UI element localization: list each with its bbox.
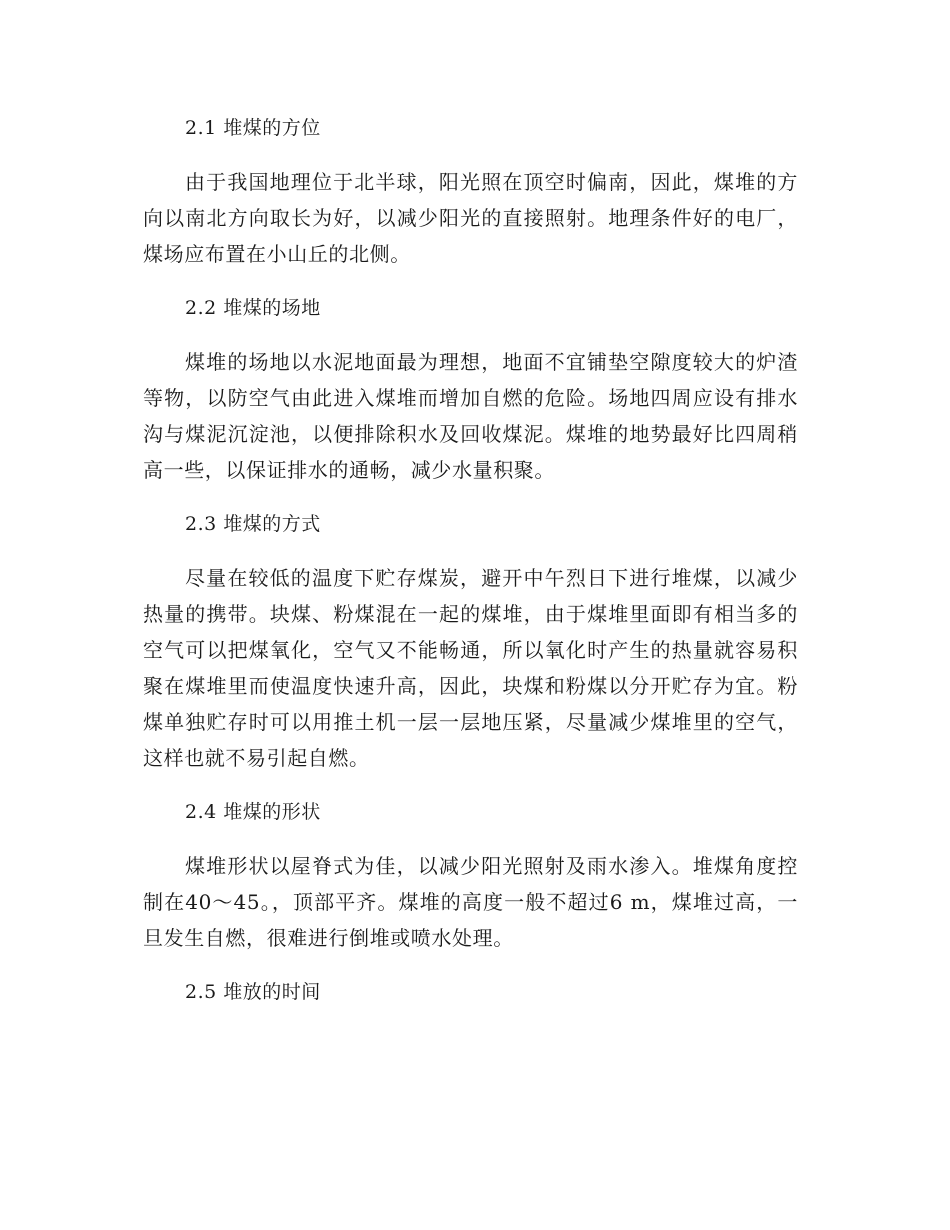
section-heading-2-5: 2.5 堆放的时间 xyxy=(185,981,321,1003)
document-body xyxy=(143,110,798,1028)
section-heading-2-2: 2.2 堆煤的场地 xyxy=(185,297,321,319)
section-paragraph-2-2: 煤堆的场地以水泥地面最为理想，地面不宜铺垫空隙度较大的炉渣等物，以防空气由此进入煤堆而增加自燃的危险。场地四周应设有排水沟与煤泥沉淀池，以便排除积水及回收煤泥。煤堆的地势最好比四周稍高一些，以保证排水的通畅，减少水量积聚。 xyxy=(143,350,798,482)
section-heading-2-1: 2.1 堆煤的方位 xyxy=(185,117,321,139)
section-heading-2-3: 2.3 堆煤的方式 xyxy=(185,513,321,535)
section-heading-2-4: 2.4 堆煤的形状 xyxy=(185,801,321,823)
section-paragraph-2-4: 煤堆形状以屋脊式为佳，以减少阳光照射及雨水渗入。堆煤角度控制在40～45。，顶部平齐。煤堆的高度一般不超过6 m，煤堆过高，一旦发生自燃，很难进行倒堆或喷水处理。 xyxy=(143,854,798,950)
section-paragraph-2-3: 尽量在较低的温度下贮存煤炭，避开中午烈日下进行堆煤，以减少热量的携带。块煤、粉煤混在一起的煤堆，由于煤堆里面即有相当多的空气可以把煤氧化，空气又不能畅通，所以氧化时产生的热量就容易积聚在煤堆里而使温度快速升高，因此，块煤和粉煤以分开贮存为宜。粉煤单独贮存时可以用推土机一层一层地压紧，尽量减少煤堆里的空气，这样也就不易引起自燃。 xyxy=(143,566,798,770)
section-paragraph-2-1: 由于我国地理位于北半球，阳光照在顶空时偏南，因此，煤堆的方向以南北方向取长为好，以减少阳光的直接照射。地理条件好的电厂，煤场应布置在小山丘的北侧。 xyxy=(143,170,798,266)
